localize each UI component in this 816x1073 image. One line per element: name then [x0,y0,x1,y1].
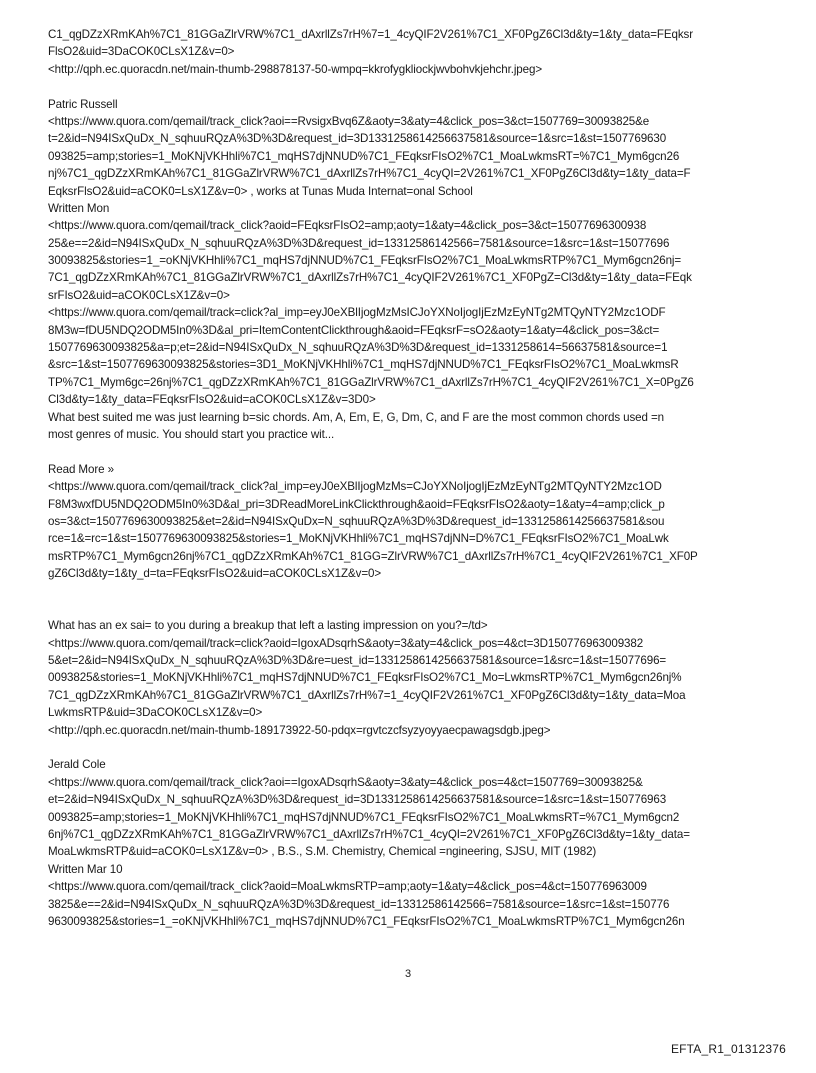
document-id: EFTA_R1_01312376 [670,1042,786,1056]
blank-line [48,78,770,95]
text-line: <http://qph.ec.quoracdn.net/main-thumb-189173922-50-pdqx=rgvtczcfsyzyoyyaecpawagsdgb.jpeg> [48,723,551,737]
page-number: 3 [404,968,412,980]
text-line: 7C1_qgDZzXRmKAh%7C1_81GGaZlrVRW%7C1_dAxrllZs7rH%7C1_4cyQIF2V261%7C1_XF0PgZ=Cl3d&ty=1&ty_data=FEqk [48,271,692,285]
text-line: <http://qph.ec.quoracdn.net/main-thumb-298878137-50-wmpq=kkrofygkliockjwvbohvkjehchr.jpeg> [48,62,543,76]
text-line: EqksrFlsO2&uid=aCOK0=LsX1Z&v=0> , works at Tunas Muda Internat=onal School [48,184,473,198]
text-line: F8M3wxfDU5NDQ2ODM5In0%3D&al_pri=3DReadMoreLinkClickthrough&aoid=FEqksrFIsO2&aoty=1&aty=4=amp;click_p [48,497,665,511]
text-line: <https://www.quora.com/qemail/track_click?aoid=MoaLwkmsRTP=amp;aoty=1&aty=4&click_pos=4&ct=150776963009 [48,880,647,894]
text-line: 8M3w=fDU5NDQ2ODM5In0%3D&al_pri=ItemContentClickthrough&aoid=FEqksrF=sO2&aoty=1&aty=4&click_pos=3&ct= [48,323,660,337]
text-line: TP%7C1_Mym6gc=26nj%7C1_qgDZzXRmKAh%7C1_81GGaZlrVRW%7C1_dAxrllZs7rH%7C1_4cyQIF2V261%7C1_X=0PgZ6 [48,375,694,389]
text-line: Cl3d&ty=1&ty_data=FEqksrFIsO2&uid=aCOK0CLsX1Z&v=3D0> [48,393,376,407]
text-line: et=2&id=N94ISxQuDx_N_sqhuuRQzA%3D%3D&request_id=3D1331258614256637581&source=1&src=1&st=150776963 [48,793,667,807]
text-line: 5&et=2&id=N94ISxQuDx_N_sqhuuRQzA%3D%3D&re=uest_id=1331258614256637581&source=1&src=1&st=15077696= [48,654,667,668]
text-line: 0093825=amp;stories=1_MoKNjVKHhli%7C1_mqHS7djNNUD%7C1_FEqksrFIsO2%7C1_MoaLwkmsRT=%7C1_Mym6gcn2 [48,810,680,824]
blank-line [48,443,770,460]
text-line: 0093825&stories=1_MoKNjVKHhli%7C1_mqHS7djNNUD%7C1_FEqksrFIsO2%7C1_Mo=LwkmsRTP%7C1_Mym6gcn26nj% [48,671,682,685]
text-line: <https://www.quora.com/qemail/track_click?al_imp=eyJ0eXBlIjogMzMs=CJoYXNoIjogIjEzMzEyNTg2MTQyNTY2Mzc1OD [48,480,662,494]
text-line: What has an ex sai= to you during a breakup that left a lasting impression on you?=/td> [48,619,488,633]
text-line: What best suited me was just learning b=sic chords. Am, A, Em, E, G, Dm, C, and F are the most common chords used =n [48,410,665,424]
text-line: os=3&ct=1507769630093825&et=2&id=N94ISxQuDx=N_sqhuuRQzA%3D%3D&request_id=1331258614256637581&sou [48,514,665,528]
text-line: 3825&e==2&id=N94ISxQuDx_N_sqhuuRQzA%3D%3D&request_id=13312586142566=7581&source=1&src=1&st=150776 [48,897,670,911]
text-line: <https://www.quora.com/qemail/track_click?aoid=FEqksrFIsO2=amp;aoty=1&aty=4&click_pos=3&ct=15077696300938 [48,219,647,233]
text-line: <https://www.quora.com/qemail/track_click?aoi==IgoxADsqrhS&aoty=3&aty=4&click_pos=4&ct=1507769=30093825& [48,775,643,789]
text-line: 6nj%7C1_qgDZzXRmKAh%7C1_81GGaZlrVRW%7C1_dAxrllZs7rH%7C1_4cyQI=2V261%7C1_XF0PgZ6Cl3d&ty=1&ty_data= [48,827,690,841]
text-line: rce=1&=rc=1&st=1507769630093825&stories=1_MoKNjVKHhli%7C1_mqHS7djNN=D%7C1_FEqksrFIsO2%7C1_MoaLwk [48,532,669,546]
text-line: 30093825&stories=1_=oKNjVKHhli%7C1_mqHS7djNNUD%7C1_FEqksrFIsO2%7C1_MoaLwkmsRTP%7C1_Mym6gcn26nj= [48,254,682,268]
text-line: Written Mar 10 [48,862,123,876]
blank-line [48,600,770,617]
document-body [48,26,770,930]
text-line: most genres of music. You should start you practice wit... [48,427,335,441]
text-line: MoaLwkmsRTP&uid=aCOK0=LsX1Z&v=0> , B.S., S.M. Chemistry, Chemical =ngineering, SJSU, MIT (1982) [48,845,597,859]
text-line: FlsO2&uid=3DaCOK0CLsX1Z&v=0> [48,45,235,59]
blank-line [48,583,770,600]
text-line: nj%7C1_qgDZzXRmKAh%7C1_81GGaZlrVRW%7C1_dAxrllZs7rH%7C1_4cyQI=2V261%7C1_XF0PgZ6Cl3d&ty=1&ty_data=F [48,167,691,181]
text-line: C1_qgDZzXRmKAh%7C1_81GGaZlrVRW%7C1_dAxrllZs7rH%7=1_4cyQIF2V261%7C1_XF0PgZ6Cl3d&ty=1&ty_data=FEqksr [48,28,694,41]
text-line: LwkmsRTP&uid=3DaCOK0CLsX1Z&v=0> [48,706,263,720]
text-line: 1507769630093825&a=p;et=2&id=N94ISxQuDx_N_sqhuuRQzA%3D%3D&request_id=1331258614=56637581&source=1 [48,341,668,355]
text-line: 093825=amp;stories=1_MoKNjVKHhli%7C1_mqHS7djNNUD%7C1_FEqksrFIsO2%7C1_MoaLwkmsRT=%7C1_Mym6gcn26 [48,149,680,163]
text-line: Read More » [48,462,114,476]
text-line: gZ6Cl3d&ty=1&ty_d=ta=FEqksrFIsO2&uid=aCOK0CLsX1Z&v=0> [48,567,382,581]
text-line: 25&e==2&id=N94ISxQuDx_N_sqhuuRQzA%3D%3D&request_id=13312586142566=7581&source=1&src=1&st=15077696 [48,236,670,250]
text-line: Patric Russell [48,97,118,111]
text-line: 7C1_qgDZzXRmKAh%7C1_81GGaZlrVRW%7C1_dAxrllZs7rH%7=1_4cyQIF2V261%7C1_XF0PgZ6Cl3d&ty=1&ty_data=Moa [48,688,686,702]
text-line: <https://www.quora.com/qemail/track_click?aoi==RvsigxBvq6Z&aoty=3&aty=4&click_pos=3&ct=1507769=30093825&e [48,114,650,128]
text-line: msRTP%7C1_Mym6gcn26nj%7C1_qgDZzXRmKAh%7C1_81GG=ZlrVRW%7C1_dAxrllZs7rH%7C1_4cyQIF2V261%7C1_XF0P [48,549,698,563]
text-line: &src=1&st=1507769630093825&stories=3D1_MoKNjVKHhli%7C1_mqHS7djNNUD%7C1_FEqksrFIsO2%7C1_MoaLwkmsR [48,358,679,372]
text-line: <https://www.quora.com/qemail/track=click?al_imp=eyJ0eXBlIjogMzMsICJoYXNoIjogIjEzMzEyNTg2MTQyNTY2Mzc1ODF [48,306,666,320]
text-line: srFIsO2&uid=aCOK0CLsX1Z&v=0> [48,288,230,302]
text-line: t=2&id=N94ISxQuDx_N_sqhuuRQzA%3D%3D&request_id=3D1331258614256637581&source=1&src=1&st=1507769630 [48,132,667,146]
text-line: Jerald Cole [48,758,106,772]
text-line: <https://www.quora.com/qemail/track=click?aoid=IgoxADsqrhS&aoty=3&aty=4&click_pos=4&ct=3D150776963009382 [48,636,644,650]
blank-line [48,739,770,756]
text-line: 9630093825&stories=1_=oKNjVKHhli%7C1_mqHS7djNNUD%7C1_FEqksrFIsO2%7C1_MoaLwkmsRTP%7C1_Mym6gcn26n [48,914,685,928]
text-line: Written Mon [48,201,110,215]
